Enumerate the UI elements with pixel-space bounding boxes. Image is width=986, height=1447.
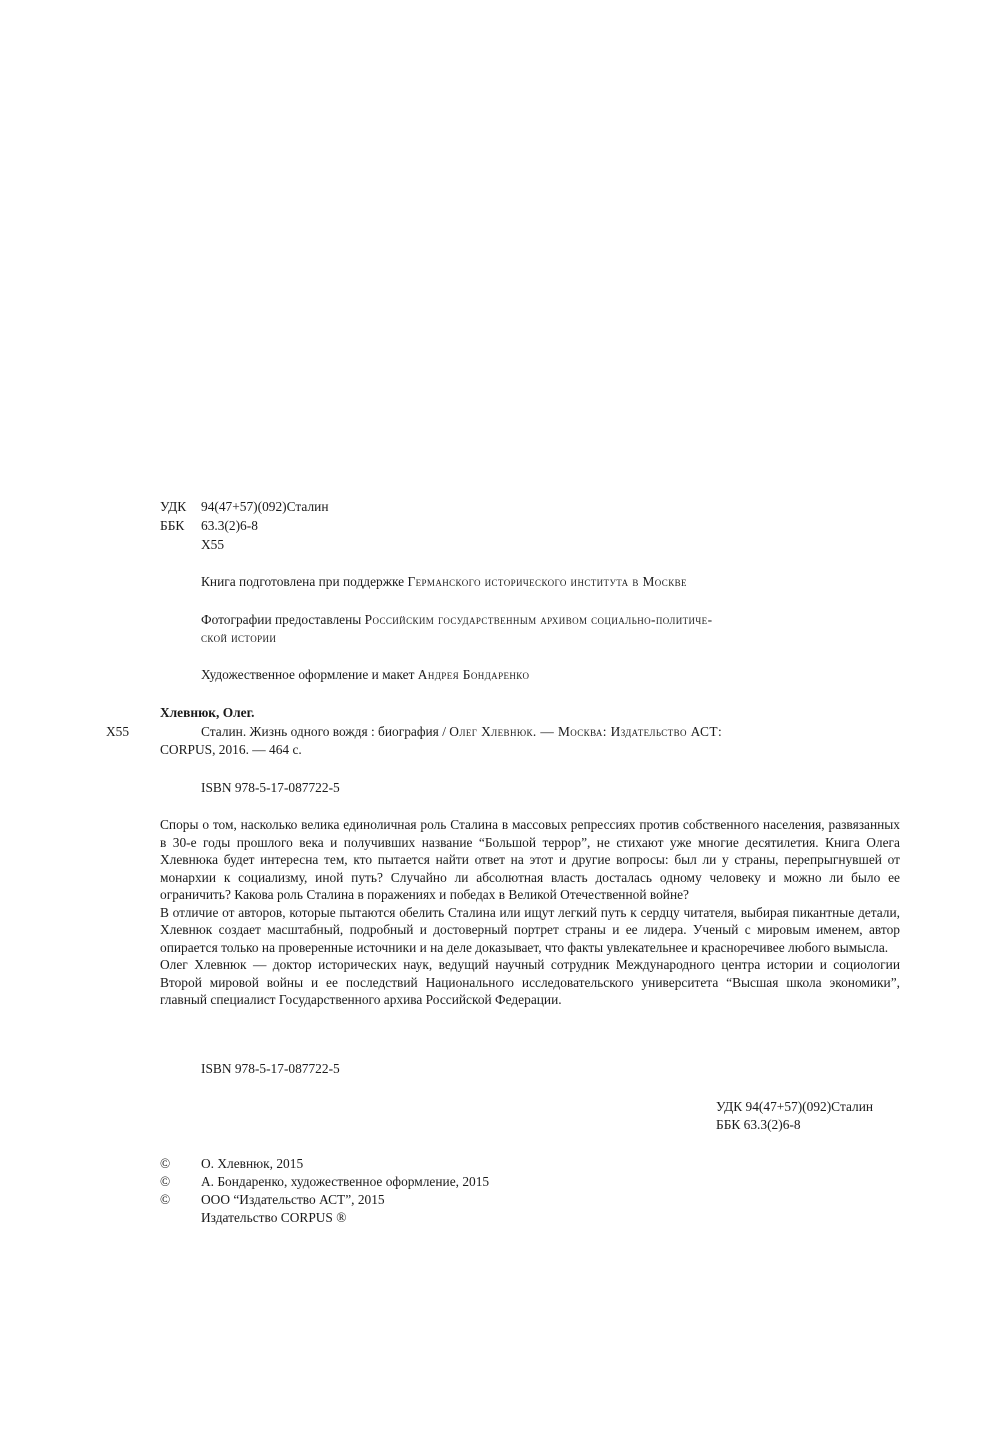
bib-author: Хлевнюк, Олег. [160, 705, 255, 720]
design-name: Андрея Бондаренко [417, 667, 530, 682]
annotation-paragraph: Олег Хлевнюк — доктор исторических наук, ведущий научный сотрудник Международного центра истории и социологии Второй мировой войны и ее последствий Национального исследовательского университета “Высшая школа экономики”, главный специалист Государственного архива Российской Федерации. [160, 957, 900, 1007]
support-prefix: Книга подготовлена при поддержке [201, 574, 405, 589]
isbn-second: ISBN 978-5-17-087722-5 [201, 1061, 340, 1076]
annotation [160, 816, 900, 1009]
bbk-label: ББК [160, 518, 185, 533]
copyright-line: О. Хлевнюк, 2015 [201, 1156, 304, 1171]
bib-title: Сталин. Жизнь одного вождя : биография / [201, 724, 450, 739]
bbk-value: 63.3(2)6-8 [201, 518, 258, 533]
support-institution: Германского исторического института в Москве [407, 574, 687, 589]
annotation-paragraph: Споры о том, насколько велика единоличная роль Сталина в массовых репрессиях против собственного населения, развязанных в 30-е годы прошлого века и получивших название “Большой террор”, не стихают уже многие десятилетия. Книга Олега Хлевнюка будет интересна тем, кто пытается найти ответ на этот и другие вопросы: был ли у страны, перепрыгнувшей от монархии к социализму, иной путь? Случайно ли абсолютная власть досталась одному человеку и можно ли было ее ограничить? Какова роль Сталина в поражениях и победах в Великой Отечественной войне? [160, 817, 900, 902]
copyright-symbol: © [160, 1192, 171, 1207]
publisher-trademark: Издательство CORPUS ® [201, 1210, 347, 1225]
copyright-line: А. Бондаренко, художественное оформление, 2015 [201, 1174, 490, 1189]
copyright-symbol: © [160, 1156, 171, 1171]
bib-description-line1 [201, 723, 722, 740]
isbn-first: ISBN 978-5-17-087722-5 [201, 780, 340, 795]
udk-right: УДК 94(47+57)(092)Сталин [716, 1099, 874, 1114]
bbk-right: ББК 63.3(2)6-8 [716, 1117, 801, 1132]
author-mark: Х55 [201, 537, 225, 552]
bib-margin-mark: Х55 [106, 724, 130, 739]
photos-credit-line1 [201, 611, 712, 628]
bib-publisher: Олег Хлевнюк. — Москва: Издательство АСТ: [449, 724, 723, 739]
design-credit [201, 666, 529, 683]
udk-label: УДК [160, 499, 187, 514]
copyright-line: ООО “Издательство АСТ”, 2015 [201, 1192, 385, 1207]
annotation-paragraph: В отличие от авторов, которые пытаются обелить Сталина или ищут легкий путь к сердцу читателя, выбирая пикантные детали, Хлевнюк создает масштабный, подробный и достоверный портрет страны и ее лидера. Ученый с мировым именем, автор опирается только на проверенные источники и на деле доказывает, что факты увлекательнее и красноречивее любого вымысла. [160, 904, 900, 955]
design-prefix: Художественное оформление и макет [201, 667, 415, 682]
udk-value: 94(47+57)(092)Сталин [201, 499, 329, 514]
photos-archive: Российским государственным архивом социально-политиче- [364, 612, 713, 627]
photos-prefix: Фотографии предоставлены [201, 612, 362, 627]
support-credit [201, 573, 687, 590]
copyright-symbol: © [160, 1174, 171, 1189]
photos-credit-line2: ской истории [201, 630, 277, 645]
bib-description-line2: CORPUS, 2016. — 464 с. [160, 742, 302, 757]
